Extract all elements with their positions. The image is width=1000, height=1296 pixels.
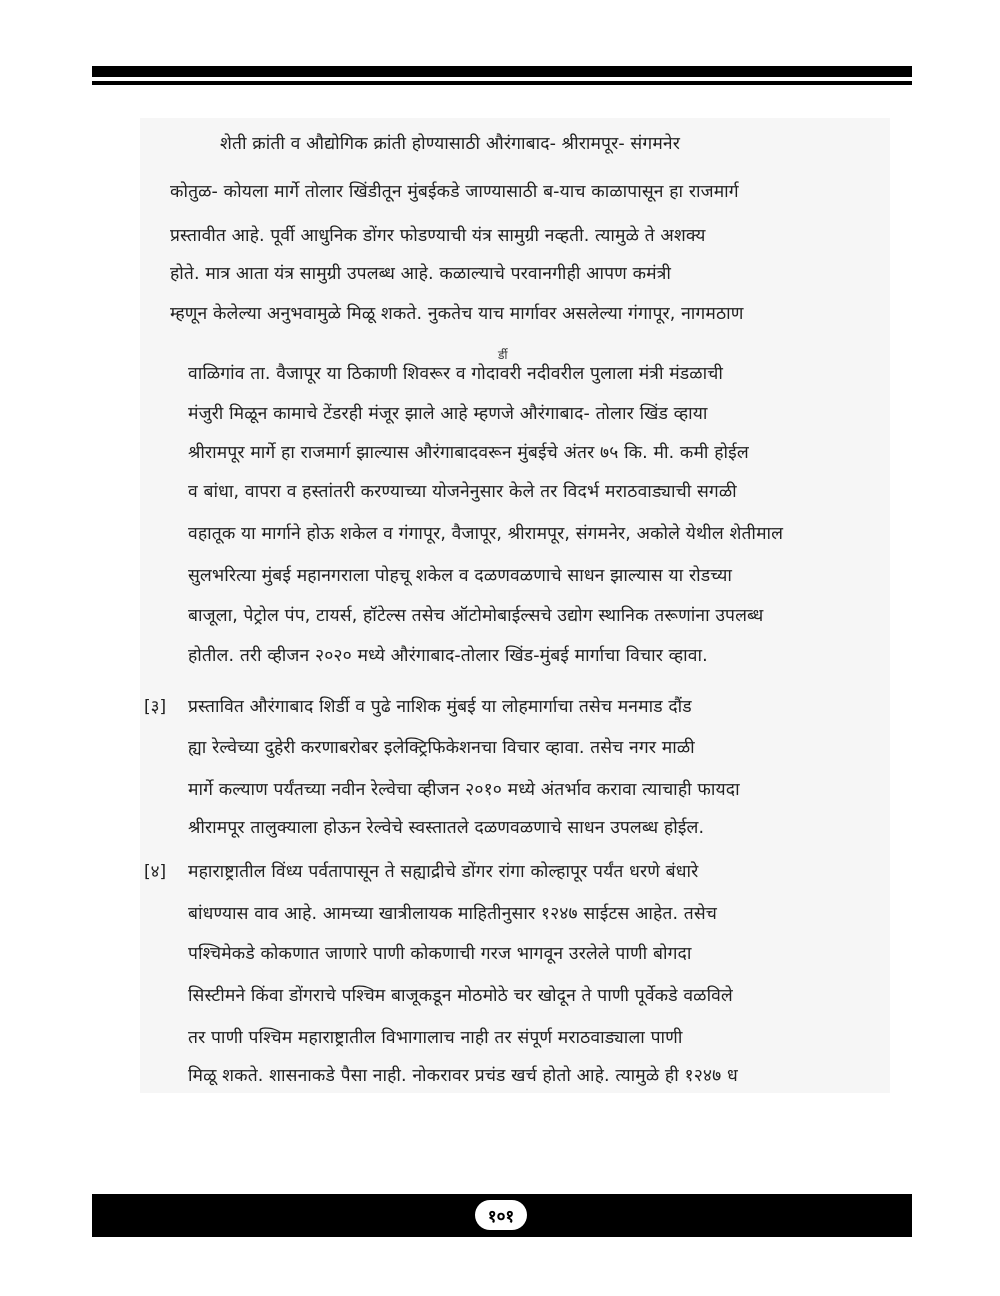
text-line: प्रस्तावित औरंगाबाद शिर्डी व पुढे नाशिक मुंबई या लोहमार्गाचा तसेच मनमाड दौंड bbox=[188, 697, 692, 717]
text-line: श्रीरामपूर मार्गे हा राजमार्ग झाल्यास औरंगाबादवरून मुंबईचे अंतर ७५ कि. मी. कमी होईल bbox=[188, 443, 749, 463]
text-line: व बांधा, वापरा व हस्तांतरी करण्याच्या योजनेनुसार केले तर विदर्भ मराठवाड्याची सगळी bbox=[188, 482, 737, 502]
text-line: होतील. तरी व्हीजन २०२० मध्ये औरंगाबाद-तोलार खिंड-मुंबई मार्गाचा विचार व्हावा. bbox=[188, 646, 708, 666]
text-line: श्रीरामपूर तालुक्याला होऊन रेल्वेचे स्वस्तातले दळणवळणाचे साधन उपलब्ध होईल. bbox=[188, 818, 705, 838]
item-marker-4: [४] bbox=[144, 862, 167, 882]
text-line: बांधण्यास वाव आहे. आमच्या खात्रीलायक माहितीनुसार १२४७ साईटस आहेत. तसेच bbox=[188, 904, 717, 924]
text-line: प्रस्तावीत आहे. पूर्वी आधुनिक डोंगर फोडण्याची यंत्र सामुग्री नव्हती. त्यामुळे ते अशक्य bbox=[170, 226, 706, 246]
scanned-page bbox=[140, 118, 890, 1093]
text-line: पश्चिमेकडे कोकणात जाणारे पाणी कोकणाची गरज भागवून उरलेले पाणी बोगदा bbox=[188, 944, 692, 964]
top-rule-thin bbox=[92, 81, 912, 85]
handwritten-correction: र्डी bbox=[498, 348, 508, 362]
text-line: वाळिगांव ता. वैजापूर या ठिकाणी शिवरूर व गोदावरी नदीवरील पुलाला मंत्री मंडळाची bbox=[188, 364, 723, 384]
text-line: बाजूला, पेट्रोल पंप, टायर्स, हॉटेल्स तसेच ऑटोमोबाईल्सचे उद्योग स्थानिक तरूणांना उपलब्ध bbox=[188, 606, 764, 626]
text-line: शेती क्रांती व औद्योगिक क्रांती होण्यासाठी औरंगाबाद- श्रीरामपूर- संगमनेर bbox=[220, 134, 680, 154]
text-line: सुलभरित्या मुंबई महानगराला पोहचू शकेल व दळणवळणाचे साधन झाल्यास या रोडच्या bbox=[188, 566, 733, 586]
item-marker-3: [३] bbox=[144, 697, 167, 717]
text-line: मार्गे कल्याण पर्यंतच्या नवीन रेल्वेचा व्हीजन २०१० मध्ये अंतर्भाव करावा त्याचाही फायदा bbox=[188, 780, 740, 800]
top-rule-thick bbox=[92, 66, 912, 77]
text-line: महाराष्ट्रातील विंध्य पर्वतापासून ते सह्याद्रीचे डोंगर रांगा कोल्हापूर पर्यंत धरणे बंधारे bbox=[188, 862, 699, 882]
text-line: वहातूक या मार्गाने होऊ शकेल व गंगापूर, वैजापूर, श्रीरामपूर, संगमनेर, अकोले येथील शेतीमाल bbox=[188, 524, 784, 544]
text-line: मंजुरी मिळून कामाचे टेंडरही मंजूर झाले आहे म्हणजे औरंगाबाद- तोलार खिंड व्हाया bbox=[188, 404, 708, 424]
text-line: सिस्टीमने किंवा डोंगराचे पश्चिम बाजूकडून मोठमोठे चर खोदून ते पाणी पूर्वेकडे वळविले bbox=[188, 986, 733, 1006]
text-line: होते. मात्र आता यंत्र सामुग्री उपलब्ध आहे. कळाल्याचे परवानगीही आपण कमंत्री bbox=[170, 264, 671, 284]
text-line: तर पाणी पश्चिम महाराष्ट्रातील विभागालाच नाही तर संपूर्ण मराठवाड्याला पाणी bbox=[188, 1028, 683, 1048]
page-number: १०१ bbox=[475, 1200, 527, 1230]
text-line: कोतुळ- कोयला मार्गे तोलार खिंडीतून मुंबईकडे जाण्यासाठी ब-याच काळापासून हा राजमार्ग bbox=[170, 182, 739, 202]
text-line: ह्या रेल्वेच्या दुहेरी करणाबरोबर इलेक्ट्रिफिकेशनचा विचार व्हावा. तसेच नगर माळी bbox=[188, 738, 695, 758]
text-line: म्हणून केलेल्या अनुभवामुळे मिळू शकते. नुकतेच याच मार्गावर असलेल्या गंगापूर, नागमठाण bbox=[170, 304, 744, 324]
text-line: मिळू शकते. शासनाकडे पैसा नाही. नोकरावर प्रचंड खर्च होतो आहे. त्यामुळे ही १२४७ ध bbox=[188, 1066, 738, 1086]
